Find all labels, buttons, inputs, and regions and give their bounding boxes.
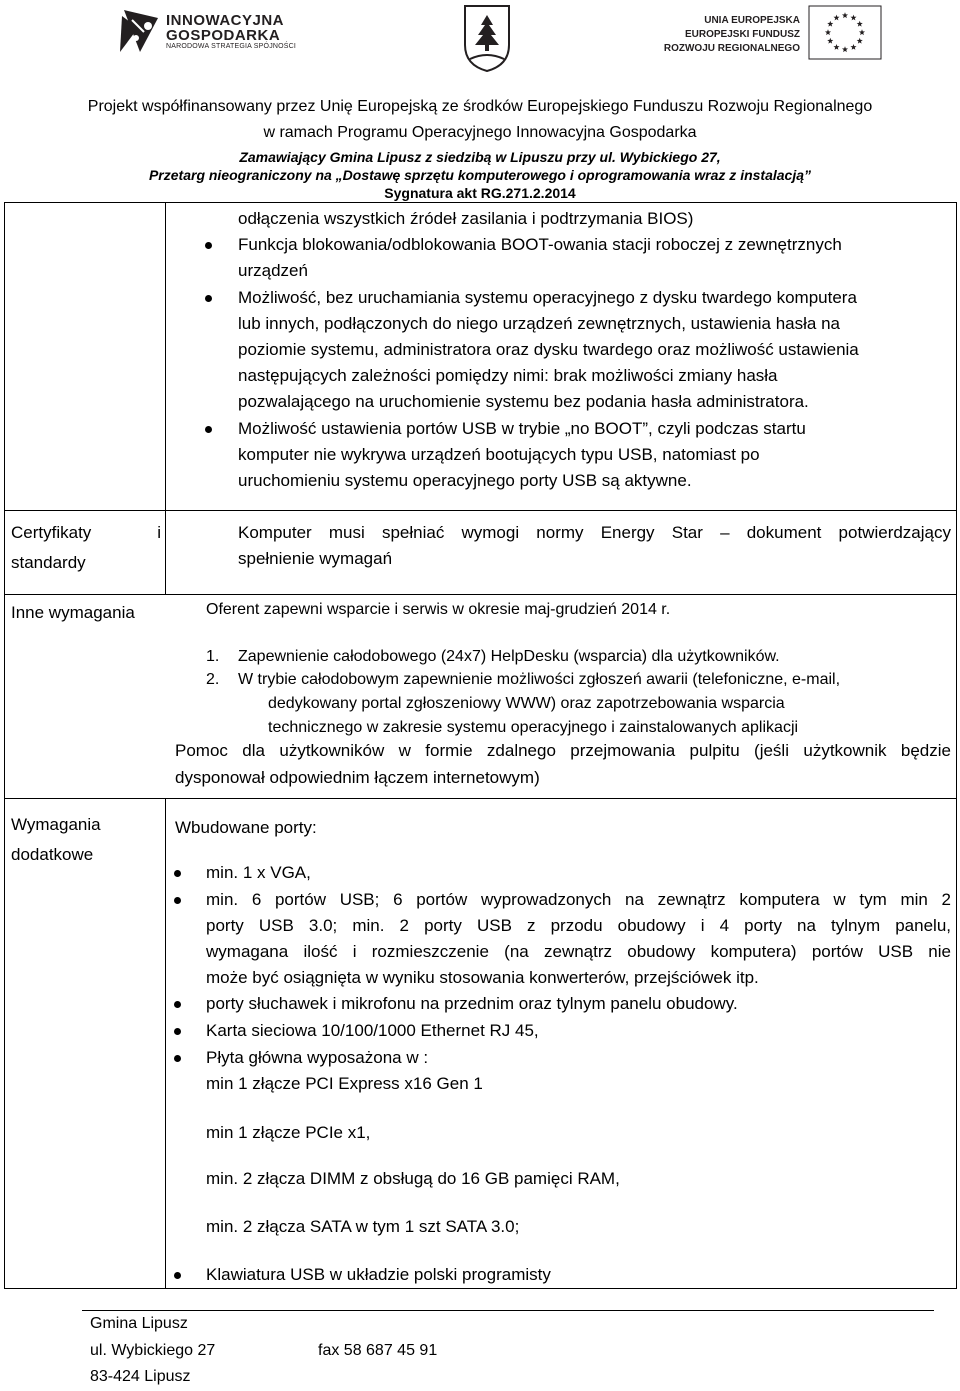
extra-label-line2: dodatkowe xyxy=(11,845,94,864)
port-audio: porty słuchawek i mikrofonu na przednim oraz tylnym panelu obudowy. xyxy=(206,994,738,1013)
motherboard-pcie: min 1 złącze PCIe x1, xyxy=(206,1123,371,1142)
bios-bullet1-line1: Funkcja blokowania/odblokowania BOOT-owania stacji roboczej z zewnętrznych xyxy=(238,235,842,254)
header-line2: w ramach Programu Operacyjnego Innowacyjna Gospodarka xyxy=(263,124,697,141)
port-usb-line4: może być osiągnięta w wyniku stosowania konwerterów, przejściówek itp. xyxy=(206,968,759,987)
bios-bullet2-line2: lub innych, podłączonych do niego urządzeń zewnętrznych, ustawienia hasła na xyxy=(238,314,840,333)
bios-bullet3-line1: Możliwość ustawienia portów USB w trybie „no BOOT”, czyli podczas startu xyxy=(238,419,806,438)
other-item1-number: 1. xyxy=(206,648,220,665)
extra-label-line1: Wymagania xyxy=(11,815,101,834)
motherboard-sata: min. 2 złącza SATA w tym 1 szt SATA 3.0; xyxy=(206,1217,520,1236)
other-text: Oferent zapewni wsparcie i serwis w okresie maj-grudzień 2014 r. xyxy=(206,601,671,618)
other-item1: Zapewnienie całodobowego (24x7) HelpDesku (wsparcia) dla użytkowników. xyxy=(238,648,780,665)
certs-label-line2: standardy xyxy=(11,553,86,572)
bullet-dot xyxy=(205,295,212,302)
table-top-border xyxy=(4,202,957,203)
table-col-divider-upper xyxy=(165,202,166,594)
ig-logo-line1: INNOWACYJNA xyxy=(166,12,285,29)
header-line4: Przetarg nieograniczony na „Dostawę sprzętu komputerowego i oprogramowania wraz z instalacją” xyxy=(148,167,812,183)
ue-logo-line2: EUROPEJSKI FUNDUSZ xyxy=(684,29,800,40)
motherboard-pci-express: min 1 złącze PCI Express x16 Gen 1 xyxy=(206,1074,483,1093)
bios-bullet2-line5: pozwalającego na uruchomienie systemu bez podania hasła administratora. xyxy=(238,392,809,411)
bios-bullet2-line3: poziomie systemu, administratora oraz dysku twardego oraz możliwość ustawienia xyxy=(238,340,859,359)
ue-logo-line1: UNIA EUROPEJSKA xyxy=(704,15,800,26)
footer-rule xyxy=(82,1310,934,1311)
certs-text-line2: spełnienie wymagań xyxy=(238,549,393,568)
bios-continuation: odłączenia wszystkich źródeł zasilania i podtrzymania BIOS) xyxy=(238,209,694,228)
network-card: Karta sieciowa 10/100/1000 Ethernet RJ 45, xyxy=(206,1021,539,1040)
footer-fax: fax 58 687 45 91 xyxy=(318,1342,438,1359)
table-row-divider-3 xyxy=(4,798,957,799)
other-item2-line2: dedykowany portal zgłoszeniowy WWW) oraz zapotrzebowania wsparcia xyxy=(268,695,785,712)
bios-bullet2-line1: Możliwość, bez uruchamiania systemu operacyjnego z dysku twardego komputera xyxy=(238,288,857,307)
eu-flag-icon xyxy=(808,5,882,60)
certs-text-line1: Komputer musi spełniać wymogi normy Energy Star – dokument potwierdzający xyxy=(238,523,951,542)
other-item2-line3: technicznego w zakresie systemu operacyjnego i zainstalowanych aplikacji xyxy=(268,719,799,736)
bullet-dot xyxy=(174,1028,181,1035)
port-usb-line3: wymagana ilość i rozmieszczenie (na zewnątrz obudowy komputera) portów USB nie xyxy=(206,942,951,961)
bullet-dot xyxy=(174,1272,181,1279)
keyboard: Klawiatura USB w układzie polski programisty xyxy=(206,1265,551,1284)
ue-logo-text xyxy=(664,14,800,56)
bullet-dot xyxy=(174,1055,181,1062)
eu-flag xyxy=(808,5,882,60)
bios-bullet1-line2: urządzeń xyxy=(238,261,308,280)
table-col-divider-lower xyxy=(165,798,166,1288)
bios-bullet3-line2: komputer nie wykrywa urządzeń bootujących typu USB, natomiast po xyxy=(238,445,760,464)
remote-help-line2: dysponował odpowiednim łączem internetowym) xyxy=(175,768,540,787)
footer-street: ul. Wybickiego 27 xyxy=(90,1342,216,1359)
other-item2-line1: W trybie całodobowym zapewnienie możliwości zgłoszeń awarii (telefoniczne, e-mail, xyxy=(238,671,841,688)
table-bottom-border xyxy=(4,1288,957,1289)
ig-logo-line2: GOSPODARKA xyxy=(166,27,281,44)
port-vga: min. 1 x VGA, xyxy=(206,863,311,882)
bios-bullet3-line3: uruchomieniu systemu operacyjnego porty USB są aktywne. xyxy=(238,471,692,490)
other-label: Inne wymagania xyxy=(11,603,135,622)
motherboard-dimm: min. 2 złącza DIMM z obsługą do 16 GB pamięci RAM, xyxy=(206,1169,620,1188)
remote-help-line1: Pomoc dla użytkowników w formie zdalnego przejmowania pulpitu (jeśli użytkownik będzie xyxy=(175,741,951,760)
header-line3: Zamawiający Gmina Lipusz z siedzibą w Lipuszu przy ul. Wybickiego 27, xyxy=(239,149,721,165)
bios-bullet2-line4: następujących zależności pomiędzy nimi: brak możliwości zmiany hasła xyxy=(238,366,778,385)
other-item2-number: 2. xyxy=(206,671,220,688)
table-row-divider-2 xyxy=(4,594,957,595)
ports-title: Wbudowane porty: xyxy=(175,818,317,837)
bullet-dot xyxy=(174,870,181,877)
bullet-dot xyxy=(205,426,212,433)
bullet-dot xyxy=(205,242,212,249)
table-row-divider-1 xyxy=(4,510,957,511)
bullet-dot xyxy=(174,1001,181,1008)
port-usb-line2: porty USB 3.0; min. 2 porty USB z przodu obudowy i 4 porty na tylnym panelu, xyxy=(206,916,951,935)
header-line5: Sygnatura akt RG.271.2.2014 xyxy=(384,185,576,201)
port-usb-line1: min. 6 portów USB; 6 portów wyprowadzonych na zewnątrz komputera w tym min 2 xyxy=(206,890,951,909)
certs-label-line1: Certyfikaty i xyxy=(11,523,161,542)
motherboard-title: Płyta główna wyposażona w : xyxy=(206,1048,429,1067)
table-left-border xyxy=(4,202,5,1288)
footer-name: Gmina Lipusz xyxy=(90,1315,188,1332)
footer-postcode: 83-424 Lipusz xyxy=(90,1368,191,1385)
ig-logo-line3: NARODOWA STRATEGIA SPÓJNOŚCI xyxy=(166,43,297,50)
table-right-border xyxy=(956,202,957,1288)
ue-logo-line3: ROZWOJU REGIONALNEGO xyxy=(663,43,800,54)
bullet-dot xyxy=(174,897,181,904)
header-line1: Projekt współfinansowany przez Unię Europejską ze środków Europejskiego Funduszu Rozwoju Regionalnego xyxy=(87,98,873,115)
